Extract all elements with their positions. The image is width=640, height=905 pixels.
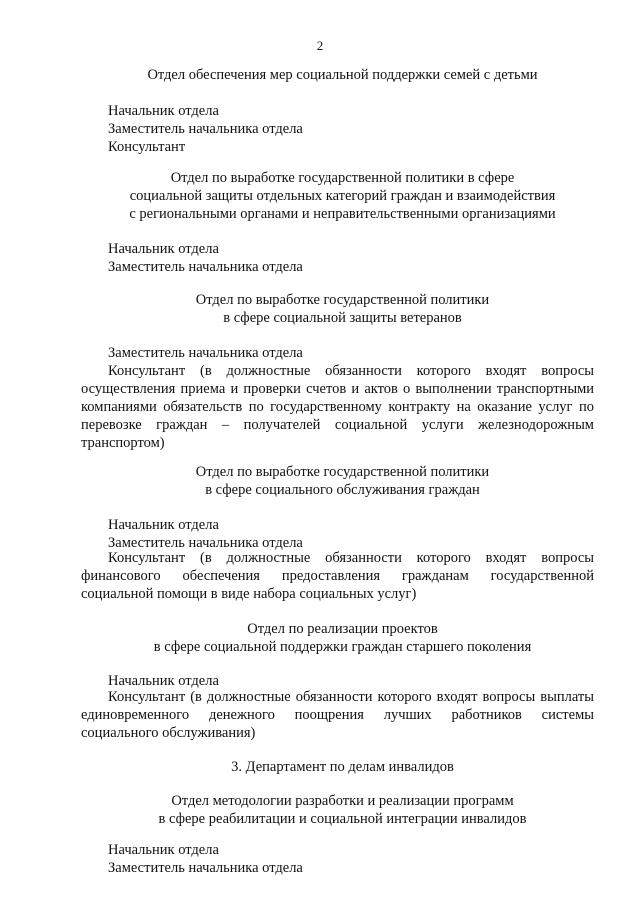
position-list bbox=[108, 240, 303, 276]
position-line: Заместитель начальника отдела bbox=[108, 259, 303, 275]
section-heading bbox=[70, 169, 615, 223]
section-heading bbox=[70, 620, 615, 656]
heading-line: социальной защиты отдельных категорий граждан и взаимодействия bbox=[129, 188, 556, 204]
page-number: 2 bbox=[316, 38, 324, 53]
heading-line: Отдел по выработке государственной политики bbox=[195, 292, 490, 308]
position-list bbox=[108, 102, 303, 156]
position-list bbox=[108, 841, 303, 877]
heading-line: Отдел методологии разработки и реализации программ bbox=[171, 793, 514, 809]
position-line: Заместитель начальника отдела bbox=[108, 345, 303, 361]
position-paragraph bbox=[81, 688, 594, 742]
heading-line: Отдел по выработке государственной политики bbox=[195, 464, 490, 480]
position-line: Начальник отдела bbox=[108, 673, 219, 689]
position-line: Заместитель начальника отдела bbox=[108, 535, 303, 551]
paragraph-text: Консультант (в должностные обязанности которого входят вопросы финансового обеспечения предоставления гражданам государственной социальной помощи в виде набора социальных услуг) bbox=[81, 550, 594, 602]
heading-line: в сфере социального обслуживания граждан bbox=[205, 482, 480, 498]
position-line: Заместитель начальника отдела bbox=[108, 121, 303, 137]
position-line: Заместитель начальника отдела bbox=[108, 860, 303, 876]
paragraph-text: Консультант (в должностные обязанности которого входят вопросы выплаты единовременного денежного поощрения лучших работников системы социального обслуживания) bbox=[81, 689, 594, 741]
position-line: Начальник отдела bbox=[108, 241, 219, 257]
heading-line: с региональными органами и неправительственными организациями bbox=[129, 206, 556, 222]
heading-line: в сфере реабилитации и социальной интеграции инвалидов bbox=[158, 811, 527, 827]
position-line: Начальник отдела bbox=[108, 103, 219, 119]
section-heading bbox=[70, 291, 615, 327]
position-line: Начальник отдела bbox=[108, 517, 219, 533]
position-paragraph bbox=[81, 362, 594, 452]
position-list bbox=[108, 344, 303, 362]
heading-line: Отдел по выработке государственной политики в сфере bbox=[170, 170, 515, 186]
department-heading bbox=[70, 758, 615, 776]
heading-line: Отдел обеспечения мер социальной поддержки семей с детьми bbox=[147, 67, 538, 83]
heading-line: 3. Департамент по делам инвалидов bbox=[231, 759, 454, 775]
position-line: Начальник отдела bbox=[108, 842, 219, 858]
heading-line: Отдел по реализации проектов bbox=[247, 621, 438, 637]
heading-line: в сфере социальной поддержки граждан старшего поколения bbox=[153, 639, 532, 655]
section-heading bbox=[70, 66, 615, 84]
position-line: Консультант bbox=[108, 139, 186, 155]
section-heading bbox=[70, 792, 615, 828]
position-paragraph bbox=[81, 549, 594, 603]
heading-line: в сфере социальной защиты ветеранов bbox=[223, 310, 462, 326]
section-heading bbox=[70, 463, 615, 499]
position-list bbox=[108, 516, 303, 552]
paragraph-text: Консультант (в должностные обязанности которого входят вопросы осуществления приема и проверки счетов и актов о выполнении транспортными компаниями обязательств по государственному контракту на оказание услуг по перевозке граждан – получателей социальной услуги железнодорожным транспортом) bbox=[81, 363, 594, 451]
